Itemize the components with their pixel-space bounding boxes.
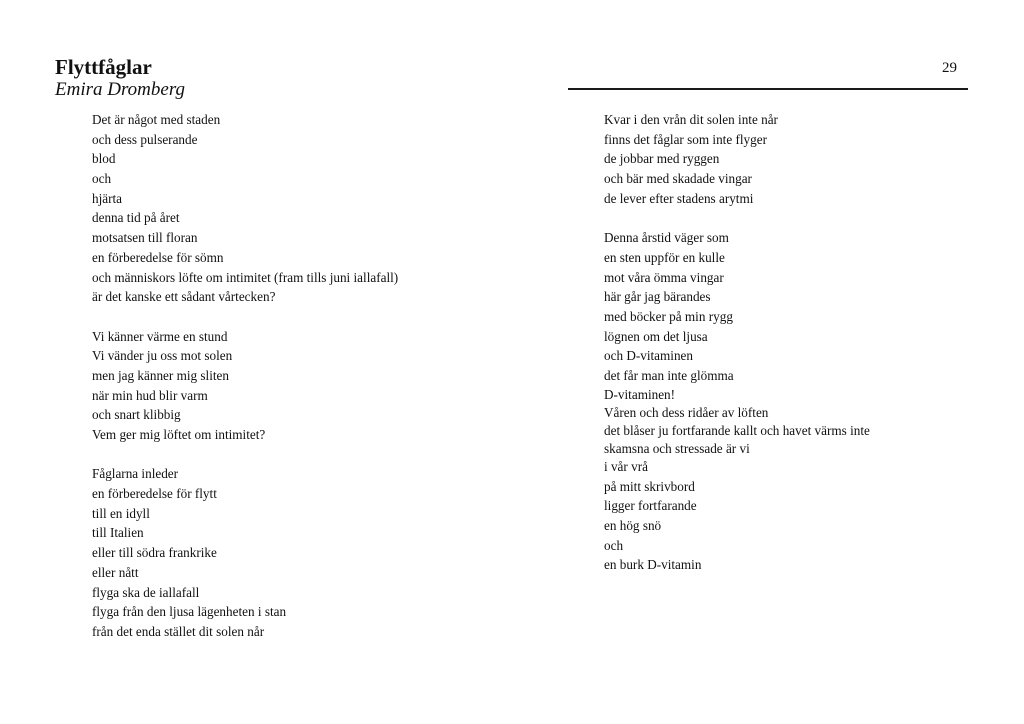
stanza-break [92, 445, 532, 465]
poem-right-column [604, 110, 934, 575]
poem-left-column [92, 110, 532, 642]
poem-line: det blåser ju fortfarande kallt och havet värms inte [604, 423, 870, 438]
poem-line: Vi känner värme en stund [92, 328, 228, 344]
poem-line: blod [92, 151, 116, 167]
poem-line: och bär med skadade vingar [604, 171, 752, 187]
poem-line: Våren och dess ridåer av löften [604, 404, 769, 420]
poem-line: en förberedelse för flytt [92, 486, 217, 502]
poem-line: en hög snö [604, 517, 662, 533]
poem-line: på mitt skrivbord [604, 478, 695, 494]
poem-line: de jobbar med ryggen [604, 151, 720, 167]
poem-line: och D-vitaminen [604, 348, 693, 364]
poem-line: en sten uppför en kulle [604, 249, 725, 265]
poem-line: finns det fåglar som inte flyger [604, 131, 767, 147]
header-rule [568, 88, 968, 90]
poem-line: denna tid på året [92, 210, 180, 226]
poem-line: Vi vänder ju oss mot solen [92, 348, 233, 364]
poem-line: men jag känner mig sliten [92, 367, 229, 383]
poem-line: till en idyll [92, 505, 150, 521]
poem-line: D-vitaminen! [604, 386, 676, 402]
poem-line: hjärta [92, 190, 123, 206]
poem-line: är det kanske ett sådant vårtecken? [92, 289, 276, 305]
poem-line: eller nått [92, 564, 139, 580]
poem-line: en burk D-vitamin [604, 557, 702, 573]
poem-line: det får man inte glömma [604, 367, 734, 383]
poem-line: Denna årstid väger som [604, 230, 729, 246]
stanza-break [604, 208, 934, 228]
poem-line: här går jag bärandes [604, 289, 711, 305]
poem-line: en förberedelse för sömn [92, 249, 224, 265]
poem-line: mot våra ömma vingar [604, 269, 724, 285]
poem-line: ligger fortfarande [604, 498, 697, 514]
poem-line: och snart klibbig [92, 407, 181, 423]
poem-line: skamsna och stressade är vi [604, 441, 750, 457]
poem-line: flyga ska de iallafall [92, 584, 200, 600]
poem-line: med böcker på min rygg [604, 308, 733, 324]
page-number: 29 [942, 60, 957, 76]
poem-line: och [92, 171, 112, 187]
poem-line: flyga från den ljusa lägenheten i stan [92, 604, 287, 620]
poem-line: från det enda stället dit solen når [92, 623, 265, 639]
poem-line: Vem ger mig löftet om intimitet? [92, 427, 266, 442]
poem-title: Flyttfåglar [55, 55, 152, 79]
stanza-break [92, 307, 532, 327]
poem-line: motsatsen till floran [92, 230, 198, 246]
poem-line: Kvar i den vrån dit solen inte når [604, 112, 778, 127]
poem-line: eller till södra frankrike [92, 545, 217, 561]
poem-line: de lever efter stadens arytmi [604, 190, 754, 206]
poem-line: i vår vrå [604, 459, 648, 475]
poem-line: Fåglarna inleder [92, 466, 179, 482]
poem-line: lögnen om det ljusa [604, 328, 708, 344]
poem-line: och dess pulserande [92, 131, 198, 147]
poem-line: när min hud blir varm [92, 387, 208, 403]
poem-line: och [604, 537, 624, 553]
poem-author: Emira Dromberg [55, 79, 186, 100]
poem-line: till Italien [92, 525, 144, 541]
poem-line: Det är något med staden [92, 112, 221, 127]
poem-line: och människors löfte om intimitet (fram tills juni iallafall) [92, 269, 399, 285]
